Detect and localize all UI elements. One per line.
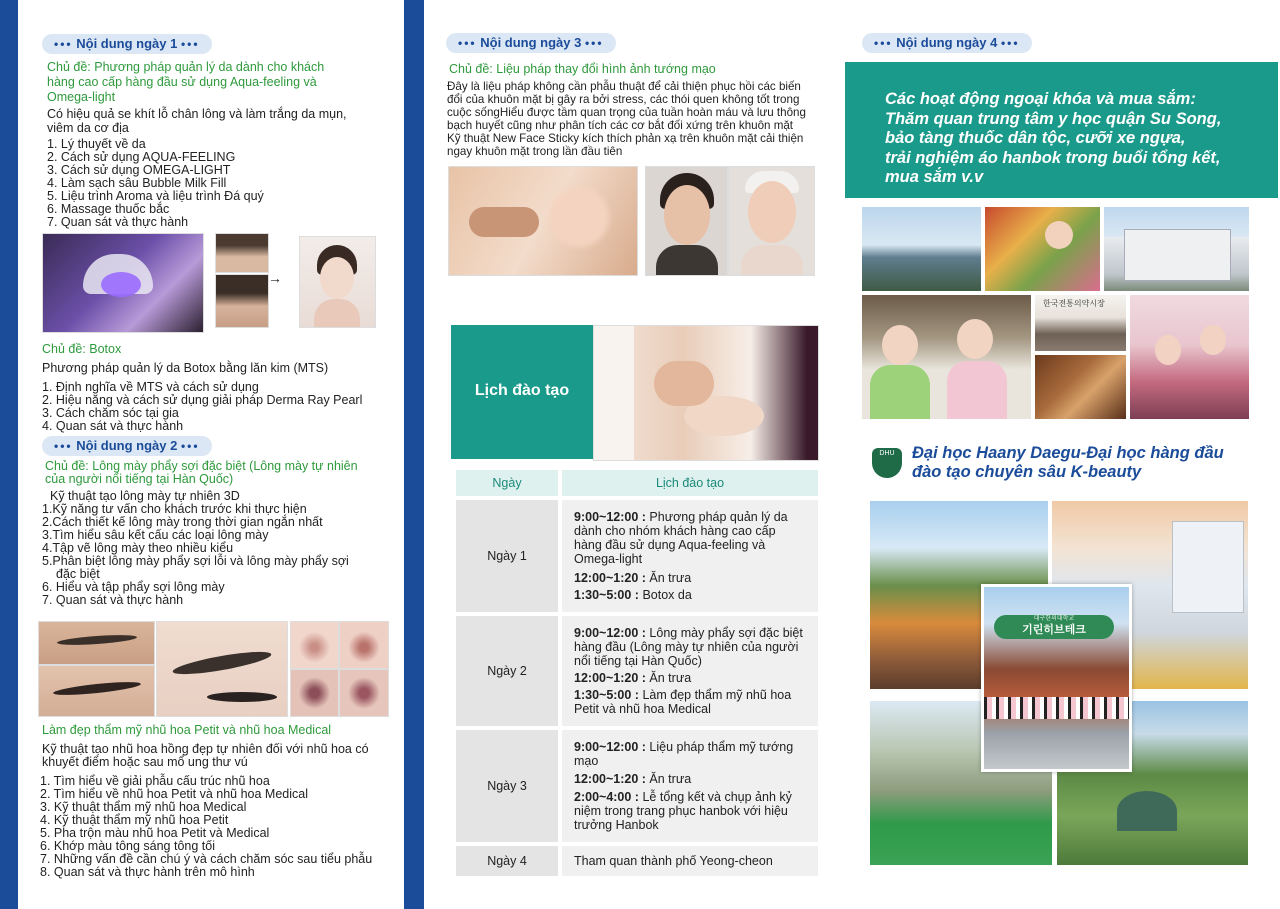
campus-gate-photo [981,584,1132,772]
botox-topic: Chủ đề: Botox [42,342,122,356]
nipple-topic: Làm đẹp thẩm mỹ nhũ hoa Petit và nhũ hoa Medical [42,723,332,737]
list-item: 2.Cách thiết kế lông mày trong thời gian ngắn nhất [42,515,323,529]
list-item: 3. Cách sử dụng OMEGA-LIGHT [47,163,231,177]
schedule-header-plan: Lịch đào tạo [562,470,818,496]
day1-pill: ••• Nội dung ngày 1 ••• [42,34,212,54]
list-item: 7. Quan sát và thực hành [47,215,189,229]
herbal-medicine-photo [1035,355,1126,419]
hanbok-girls-photo [862,295,1031,419]
table-row: Ngày 4 Tham quan thành phố Yeong-cheon [456,846,818,876]
list-item: 3.Tìm hiểu sâu kết cấu các loại lông mày [42,528,269,542]
arrow-icon: → [268,270,282,286]
list-item: 6. Massage thuốc bắc [47,202,170,216]
schedule-banner [451,325,593,459]
list-item: 6. Khớp màu tông sáng tông tối [40,839,215,853]
day2-topic: Chủ đề: Lông mày phẩy sợi đặc biệt (Lông mày tự nhiên của người nổi tiếng tại Hàn Quốc) [45,459,358,486]
hanbok-selfie-photo [1130,295,1249,419]
list-item: 4. Kỹ thuật thẩm mỹ nhũ hoa Petit [40,813,229,827]
schedule-header-day: Ngày [456,470,558,496]
nipple-photo-4 [339,669,389,717]
face-after-photo [728,166,815,276]
eyebrow-photo-2 [38,665,155,717]
table-row: Ngày 3 9:00~12:00 : Liệu pháp thẩm mỹ tướng mạo 12:00~1:20 : Ăn trưa 2:00~4:00 : Lễ tổng kết và chụp ảnh kỷ niệm trong trang phục hanbok với hiệu trưởng Hanbok [456,730,818,842]
list-item: 8. Quan sát và thực hành trên mô hình [40,865,255,879]
day1-intro: Có hiệu quả se khít lỗ chân lông và làm trắng da mụn, viêm da cơ địa [47,107,347,135]
schedule-day-cell: Ngày 1 [456,500,558,612]
day3-body: Đây là liệu pháp không cần phẫu thuật để cải thiện phục hồi các biến đổi của khuôn mặt bị gây ra bởi stress, các thói quen không tốt trong cuộc sốngHiểu được tầm quan trọng của tuần hoàn máu và lưu thông bạch huyết cũng như phân tích các cơ bắt đối xứng trên khuôn mặt Kỹ thuật New Face Sticky kích thích phản xạ trên khuôn mặt cải thiện ngay khuôn mặt trong lần đầu tiên [447,80,806,158]
list-item: đặc biệt [56,567,100,581]
list-item: 1. Tìm hiểu về giải phẫu cấu trúc nhũ hoa [40,774,270,788]
skin-after-photo [299,236,376,328]
list-item: 4. Làm sạch sâu Bubble Milk Fill [47,176,227,190]
schedule-day-cell: Ngày 2 [456,616,558,726]
face-before-photo [645,166,728,276]
botox-intro: Phương pháp quản lý da Botox bằng lăn kim (MTS) [42,361,329,375]
day1-list [47,138,264,229]
day4-pill: ••• Nội dung ngày 4 ••• [862,33,1032,53]
day2-intro: Kỹ thuật tạo lông mày tự nhiên 3D [50,489,240,503]
schedule-day-cell: Ngày 3 [456,730,558,842]
list-item: 1. Lý thuyết về da [47,137,146,151]
fold-bar [404,0,424,909]
list-item: 7. Quan sát và thực hành [42,593,184,607]
list-item: 2. Cách sử dụng AQUA-FEELING [47,150,236,164]
list-item: 5. Liệu trình Aroma và liệu trình Đá quý [47,189,264,203]
face-massage-photo [448,166,638,276]
left-edge-bar [0,0,18,909]
list-item: 4.Tập vẽ lông mày theo nhiều kiểu [42,541,234,555]
list-item: 2. Tìm hiểu về nhũ hoa Petit và nhũ hoa Medical [40,787,308,801]
list-item: 4. Quan sát và thực hành [42,419,184,433]
nipple-photo-1 [290,621,339,669]
museum-sign-text: 한국전통의약시장 [1043,299,1105,308]
table-row: Ngày 2 9:00~12:00 : Lông mày phẩy sợi đặc biệt hàng đầu (Lông mày tự nhiên của người nổi tiếng tại Hàn Quốc) 12:00~1:20 : Ăn trưa 1:30~5:00 : Làm đẹp thẩm mỹ nhũ hoa Petit và nhũ hoa Medical [456,616,818,726]
university-logo: DHU [872,448,902,478]
schedule-day-cell: Ngày 4 [456,846,558,876]
list-item: 1. Định nghĩa về MTS và cách sử dụng [42,380,259,394]
list-item: 3. Kỹ thuật thẩm mỹ nhũ hoa Medical [40,800,247,814]
botox-list [42,381,362,433]
facial-treatment-photo [593,325,819,461]
mountain-zipline-photo [862,207,981,291]
nipple-intro: Kỹ thuật tạo nhũ hoa hồng đẹp tự nhiên đối với nhũ hoa có khuyết điểm hoặc sau mổ ung thư vú [42,742,369,769]
list-item: 5.Phân biệt lông mày phẩy sợi lỗi và lông mày phẩy sợi [42,554,349,568]
eyebrow-closeup-photo [156,621,288,717]
skin-before-bottom-photo [215,274,269,328]
activities-banner: Các hoạt động ngoại khóa và mua sắm: Thăm quan trung tâm y học quận Su Song, bảo tàng thuốc dân tộc, cưỡi xe ngựa, trải nghiệm áo hanbok trong buổi tổng kết, mua sắm v.v [845,62,1278,198]
museum-group-photo [1035,295,1126,351]
schedule-banner-title: Lịch đào tạo [474,382,570,399]
medical-center-building-photo [1104,207,1249,291]
list-item: 7. Những vấn đề cần chú ý và cách chăm sóc sau tiểu phẫu [40,852,373,866]
day3-pill: ••• Nội dung ngày 3 ••• [446,33,616,53]
day2-list [42,503,349,607]
table-row: Ngày 1 9:00~12:00 : Phương pháp quản lý da dành cho nhóm khách hàng cao cấp hàng đầu sử dụng Aqua-feeling và Omega-light 12:00~1:20 : Ăn trưa 1:30~5:00 : Botox da [456,500,818,612]
list-item: 6. Hiểu và tập phẩy sợi lông mày [42,580,225,594]
skin-before-top-photo [215,233,269,273]
list-item: 1.Kỹ năng tư vấn cho khách trước khi thực hiện [42,502,307,516]
schedule-table [452,466,822,880]
list-item: 5. Pha trộn màu nhũ hoa Petit và Medical [40,826,270,840]
day1-topic: Chủ đề: Phương pháp quản lý da dành cho khách hàng cao cấp hàng đầu sử dụng Aqua-feeling và Omega-light [47,60,325,104]
eyebrow-photo-1 [38,621,155,665]
day2-pill: ••• Nội dung ngày 2 ••• [42,436,212,456]
university-title: Đại học Haany Daegu-Đại học hàng đầu đào tạo chuyên sâu K-beauty [912,444,1224,481]
nipple-photo-2 [339,621,389,669]
list-item: 3. Cách chăm sóc tại gia [42,406,179,420]
nipple-photo-3 [290,669,339,717]
market-photo [985,207,1100,291]
gate-sign-big: 기린히브테크 [1022,624,1086,636]
day3-topic: Chủ đề: Liệu pháp thay đổi hình ảnh tướng mạo [449,62,716,76]
list-item: 2. Hiệu năng và cách sử dụng giải pháp Derma Ray Pearl [42,393,363,407]
gate-sign-small: 대구한의대학교 [1033,616,1075,622]
nipple-list [40,775,372,879]
led-mask-photo [42,233,204,333]
